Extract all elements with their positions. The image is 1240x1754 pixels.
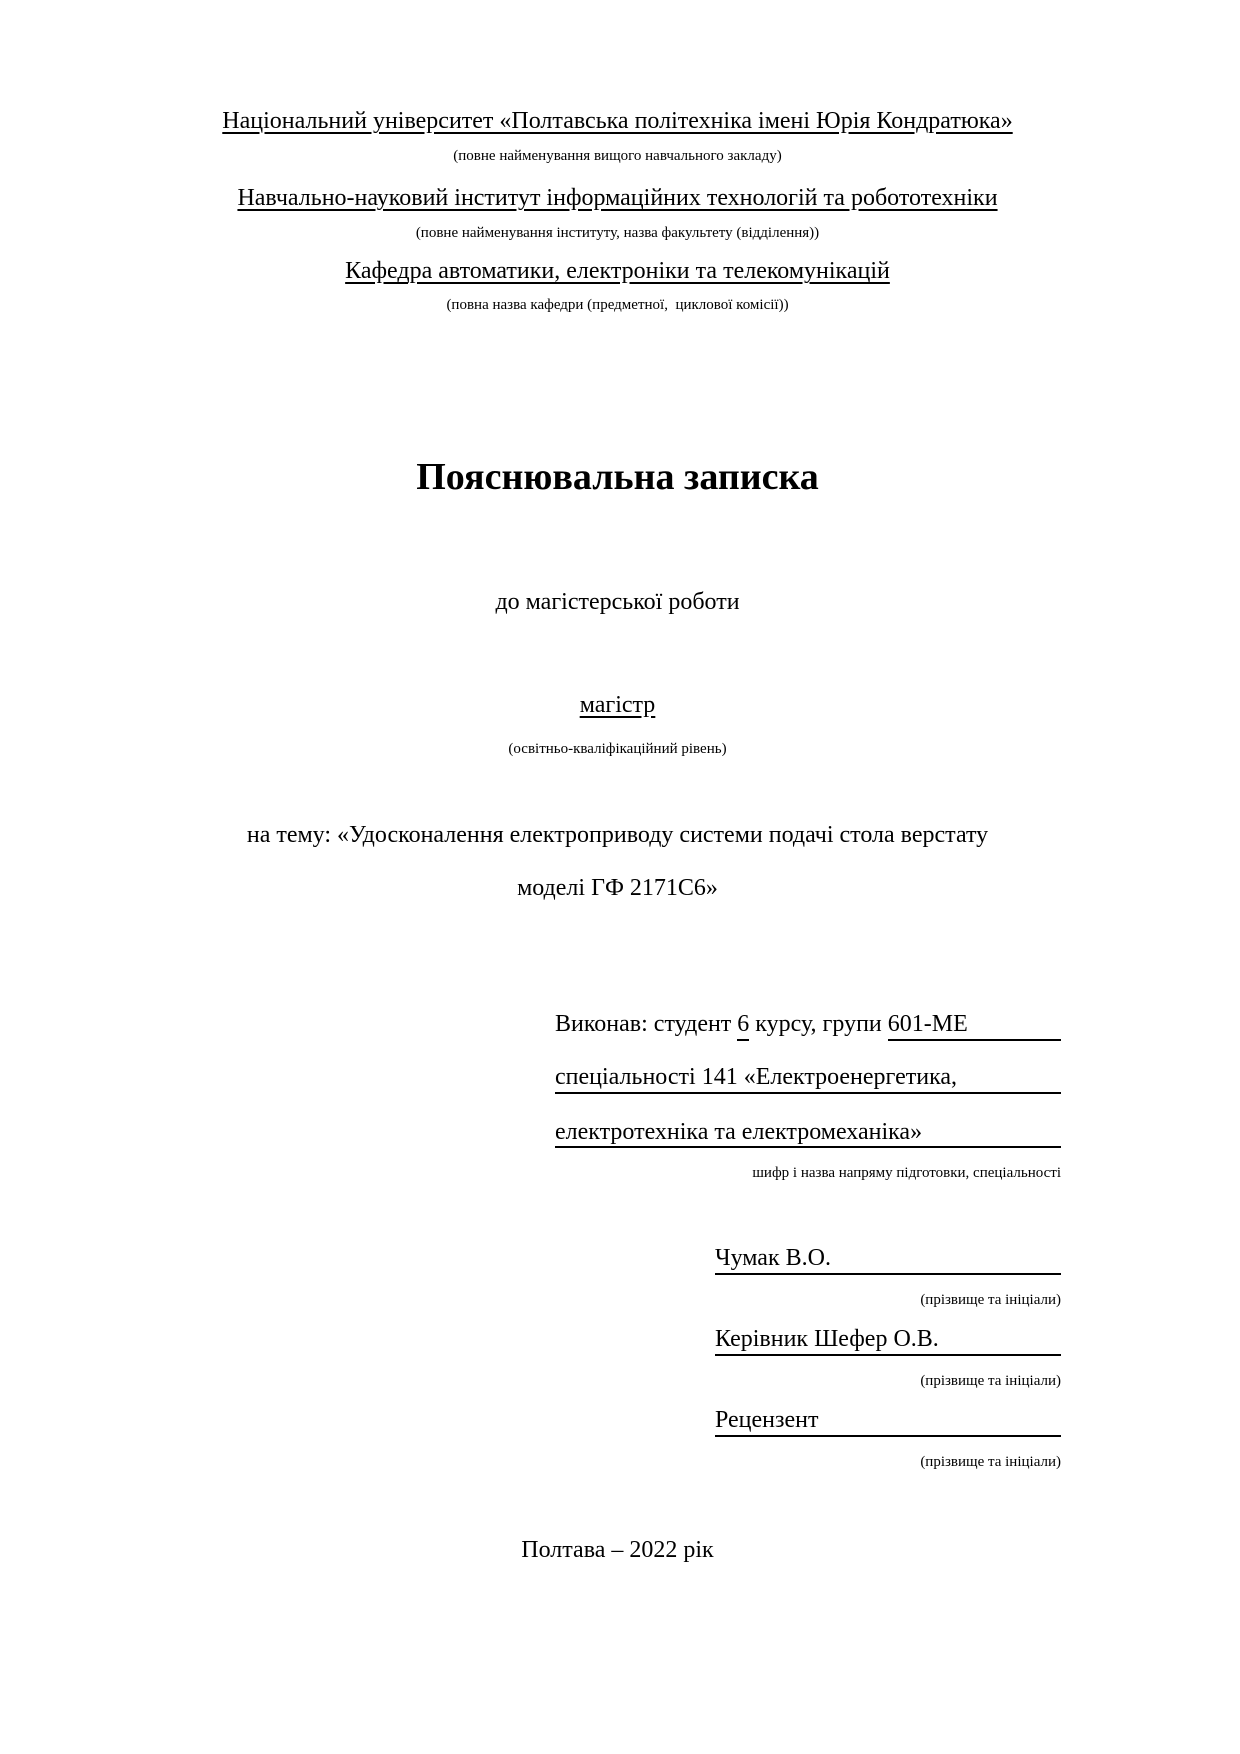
- executor-line: [555, 1010, 1061, 1041]
- speciality-note: шифр і назва напряму підготовки, спеціальності: [752, 1165, 1061, 1182]
- author-signature-fill: [831, 1244, 1061, 1275]
- department-name: Кафедра автоматики, електроніки та телекомунікацій: [345, 258, 890, 285]
- thesis-theme-line-1: на тему: «Удосконалення електроприводу системи подачі стола верстату: [246, 821, 989, 848]
- degree-level-text: магістр: [579, 692, 656, 719]
- reviewer-signature-note: (прізвище та ініціали): [920, 1453, 1061, 1470]
- executor-middle: курсу, групи: [749, 1011, 888, 1037]
- reviewer-label: Рецензент: [715, 1406, 819, 1437]
- executor-block: [555, 1010, 1061, 1182]
- supervisor-signature-row: [715, 1325, 1061, 1356]
- speciality-text-2: електротехніка та електромеханіка»: [555, 1118, 922, 1149]
- speciality-line-1-fill: [957, 1063, 1061, 1094]
- document-title: Пояснювальна записка: [416, 455, 819, 498]
- degree-level: [175, 690, 1060, 721]
- speciality-line-1: [555, 1063, 1061, 1094]
- author-name: Чумак В.О.: [715, 1244, 831, 1275]
- reviewer-signature-row: [715, 1406, 1061, 1437]
- speciality-text-1: спеціальності 141 «Електроенергетика,: [555, 1063, 957, 1094]
- document-subtitle: до магістерської роботи: [495, 589, 740, 616]
- author-signature-note: (прізвище та ініціали): [920, 1292, 1061, 1309]
- footer-city-year: Полтава – 2022 рік: [521, 1536, 714, 1563]
- thesis-theme-line-2: моделі ГФ 2171С6»: [517, 874, 718, 901]
- executor-prefix: Виконав: студент: [555, 1011, 738, 1037]
- supervisor-signature-fill: [939, 1325, 1061, 1356]
- author-signature-row: [715, 1244, 1061, 1275]
- supervisor-name: Керівник Шефер О.В.: [715, 1325, 939, 1356]
- reviewer-signature-fill: [819, 1406, 1062, 1437]
- speciality-line-2: [555, 1118, 1061, 1149]
- department-note: (повна назва кафедри (предметної, циклової комісії)): [446, 296, 789, 313]
- course-number: 6: [737, 1010, 749, 1041]
- university-name: Національний університет «Полтавська політехніка імені Юрія Кондратюка»: [222, 108, 1013, 134]
- executor-line-fill: [968, 1010, 1061, 1041]
- signatures-block: [715, 1244, 1061, 1470]
- speciality-line-2-fill: [922, 1118, 1061, 1149]
- supervisor-signature-note: (прізвище та ініціали): [920, 1372, 1061, 1389]
- institute-name: Навчально-науковий інститут інформаційних технологій та робототехніки: [237, 185, 998, 212]
- institute-note: (повне найменування інституту, назва факультету (відділення)): [415, 225, 820, 242]
- university-note: (повне найменування вищого навчального закладу): [453, 148, 782, 165]
- degree-note: (освітньо-кваліфікаційний рівень): [508, 740, 727, 757]
- group-number: 601-МЕ: [888, 1010, 968, 1041]
